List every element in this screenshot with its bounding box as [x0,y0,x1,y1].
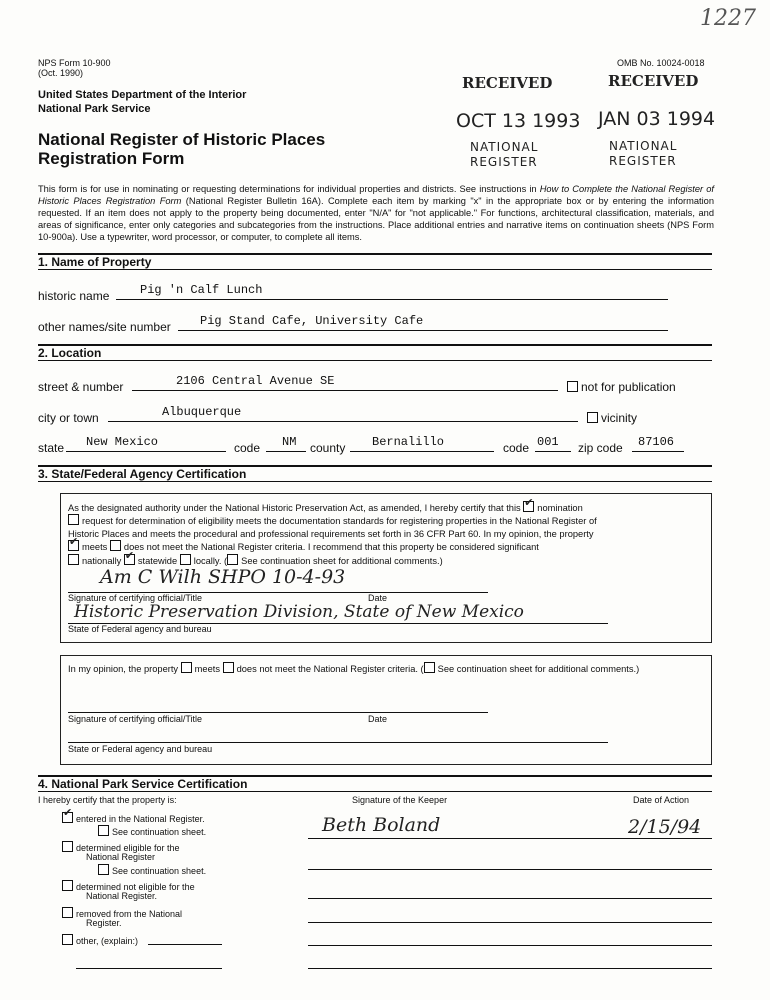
entered-label: entered in the National Register. [76,814,205,824]
state-label: state [38,441,65,455]
vicinity-option[interactable] [587,411,637,425]
meets-checkbox[interactable] [68,540,79,551]
det-eligible-label-2: National Register [86,852,156,862]
section-2-underline [38,360,712,361]
vicinity-checkbox[interactable] [587,412,598,423]
section-4-heading: 4. National Park Service Certification [38,777,248,791]
other-label: other, (explain:) [76,936,139,946]
does-not-meet-checkbox[interactable] [110,540,121,551]
certification-text [68,501,668,567]
historic-name-label: historic name [38,289,110,303]
signature-2-line [68,712,488,713]
zip-field[interactable] [632,435,684,452]
det-eligible-continuation-checkbox[interactable] [98,864,109,875]
instructions-text-2: (National Register Bulletin 16A). Complete each item by marking "x" in the appropriate box or by entering the information requested. If an item does not apply to the property being documented, enter "N/A" for "not applicable." For functions, architectural classification, materials, and areas of significance, enter only categories and subcategories from the instructions. Place additional entries and narrative items on continuation sheets (NPS Form 10-900a). Use a typewriter, word processor, or computer, to complete all items. [38,196,714,242]
national-register-stamp-1a: NATIONAL [470,140,539,154]
county-code-value: 001 [537,435,559,449]
agency-2-line [68,742,608,743]
vicinity-label: vicinity [601,411,638,425]
opinion-text [68,662,668,675]
entered-continuation-option[interactable] [98,825,206,838]
zip-label: zip code [578,441,623,455]
keeper-signature: Beth Boland [322,814,441,836]
locally-label: locally. ( [193,555,228,566]
agency-handwriting: Historic Preservation Division, State of New Mexico [74,602,524,622]
form-title: National Register of Historic Places [38,130,326,149]
received-date-2: JAN 03 1994 [598,108,716,130]
other-names-label: other names/site number [38,320,171,334]
det-eligible-continuation-option[interactable] [98,864,206,877]
section-2-rule [38,344,712,346]
continuation-label: See continuation sheet for additional comments.) [241,555,443,566]
entered-continuation-label: See continuation sheet. [112,827,207,837]
keeper-line-2 [308,869,712,870]
service-name: National Park Service [38,103,151,115]
not-for-publication-option[interactable] [567,380,676,394]
section-1-underline [38,269,712,270]
county-label: county [310,441,346,455]
section-1-heading: 1. Name of Property [38,255,152,269]
omb-number: OMB No. 10024-0018 [617,58,705,68]
nationally-label: nationally [82,555,122,566]
det-eligible-checkbox[interactable] [62,841,73,852]
opinion-meets-label: meets [194,664,220,674]
city-value: Albuquerque [162,405,242,419]
opinion-continuation-label: See continuation sheet for additional comments.) [437,664,640,674]
keeper-line-4 [308,922,712,923]
det-eligible-continuation-label: See continuation sheet. [112,866,207,876]
det-not-eligible-checkbox[interactable] [62,880,73,891]
other-names-field[interactable] [178,314,668,331]
keeper-line-5 [308,945,712,946]
det-eligible-label-1: determined eligible for the [76,843,180,853]
statewide-label: statewide [137,555,178,566]
county-field[interactable] [350,435,494,452]
signature-2-label: Signature of certifying official/Title [68,714,203,724]
form-number: NPS Form 10-900 [38,58,111,68]
street-label: street & number [38,380,124,394]
county-code-label: code [503,441,530,455]
removed-label-1: removed from the National [76,909,183,919]
national-register-stamp-1b: REGISTER [470,155,538,169]
certifying-official-signature: Am C Wilh SHPO 10-4-93 [100,566,346,588]
other-names-value: Pig Stand Cafe, University Cafe [200,314,424,328]
det-not-eligible-label-2: National Register. [86,891,158,901]
meets-label: meets [82,542,108,553]
historic-name-value: Pig 'n Calf Lunch [140,283,263,297]
keeper-label: Signature of the Keeper [352,795,448,805]
determination-request-checkbox[interactable] [68,514,79,525]
form-subtitle: Registration Form [38,149,185,168]
county-code-field[interactable] [535,435,571,452]
received-stamp-1: RECEIVED [462,74,553,92]
other-explain-line-2 [76,968,222,969]
date-label: Date [368,593,388,603]
national-register-stamp-2b: REGISTER [609,154,677,168]
opinion-continuation-checkbox[interactable] [424,662,435,673]
state-code-field[interactable] [266,435,306,452]
received-stamp-2: RECEIVED [608,72,699,90]
form-date: (Oct. 1990) [38,68,84,78]
state-field[interactable] [66,435,226,452]
signature-label: Signature of certifying official/Title [68,593,203,603]
keeper-line-3 [308,898,712,899]
opinion-meets-checkbox[interactable] [181,662,192,673]
section-2-heading: 2. Location [38,346,102,360]
det-not-eligible-label-1: determined not eligible for the [76,882,195,892]
other-option[interactable] [62,934,138,947]
other-checkbox[interactable] [62,934,73,945]
nationally-checkbox[interactable] [68,554,79,565]
zip-value: 87106 [638,435,675,449]
not-for-publication-label: not for publication [581,380,676,394]
county-value: Bernalillo [372,435,445,449]
city-field[interactable] [108,405,578,422]
keeper-line-6 [308,968,712,969]
removed-option[interactable] [62,907,182,920]
city-label: city or town [38,411,99,425]
nomination-checkbox[interactable] [523,501,534,512]
cert-line-3: Historic Places and meets the procedural and professional requirements set forth in 36 CFR Part 60. In my opinion, the property [68,528,594,539]
section-3-underline [38,481,712,482]
received-date-1: OCT 13 1993 [456,110,581,132]
agency-label: State of Federal agency and bureau [68,624,212,634]
section-3-heading: 3. State/Federal Agency Certification [38,467,247,481]
instructions-bulletin-title: How to Complete the National Register of Historic Places Registration Form [38,184,715,206]
opinion-does-not-meet-checkbox[interactable] [223,662,234,673]
removed-checkbox[interactable] [62,907,73,918]
cert-line-1: As the designated authority under the National Historic Preservation Act, as amended, I hereby certify that this [68,503,521,513]
entered-checkbox[interactable] [62,812,73,823]
date-of-action-label: Date of Action [633,795,690,805]
street-field[interactable] [132,374,558,391]
date-2-label: Date [368,714,388,724]
does-not-meet-label: does not meet the National Register criteria. I recommend that this property be considered significant [123,542,539,553]
statewide-checkbox[interactable] [124,554,135,565]
not-for-publication-checkbox[interactable] [567,381,578,392]
opinion-does-not-label: does not meet the National Register criteria. ( [236,664,424,674]
department-name: United States Department of the Interior [38,89,247,101]
agency-2-label: State or Federal agency and bureau [68,744,213,754]
state-code-value: NM [282,435,297,449]
entered-continuation-checkbox[interactable] [98,825,109,836]
state-code-label: code [234,441,261,455]
nps-intro: I hereby certify that the property is: [38,795,177,805]
entered-option[interactable] [62,812,205,825]
instructions-paragraph [38,183,714,243]
national-register-stamp-2a: NATIONAL [609,139,678,153]
nomination-label: nomination [537,503,583,513]
instructions-text-1: This form is for use in nominating or requesting determinations for individual properties and districts. See instructions in [38,184,540,194]
locally-checkbox[interactable] [180,554,191,565]
keeper-line-1 [308,838,712,839]
state-value: New Mexico [86,435,159,449]
continuation-sheet-checkbox[interactable] [227,554,238,565]
corner-handwritten-mark: 1227 [700,6,756,31]
other-explain-line [148,944,222,945]
opinion-lead: In my opinion, the property [68,664,179,674]
action-date-value: 2/15/94 [628,816,702,838]
removed-label-2: Register. [86,918,122,928]
cert-line-2: request for determination of eligibility meets the documentation standards for registering properties in the National Register of [82,516,597,527]
section-4-underline [38,791,712,792]
historic-name-field[interactable] [116,283,668,300]
street-value: 2106 Central Avenue SE [176,374,335,388]
